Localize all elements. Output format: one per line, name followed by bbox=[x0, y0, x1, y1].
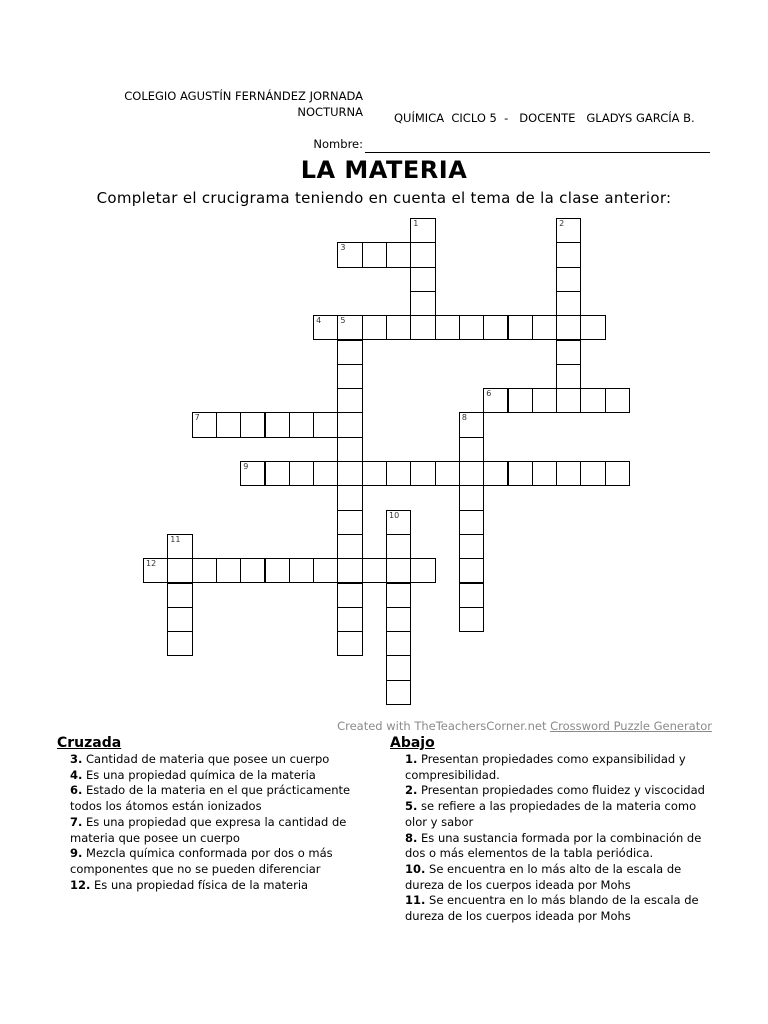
crossword-cell[interactable] bbox=[459, 534, 484, 559]
crossword-cell[interactable] bbox=[313, 315, 338, 340]
crossword-cell[interactable] bbox=[459, 412, 484, 437]
crossword-cell[interactable] bbox=[386, 558, 411, 583]
crossword-cell[interactable] bbox=[337, 315, 362, 340]
down-clue bbox=[405, 893, 715, 924]
down-heading: Abajo bbox=[390, 735, 435, 751]
crossword-cell[interactable] bbox=[508, 388, 533, 413]
crossword-cell[interactable] bbox=[483, 461, 508, 486]
crossword-cell[interactable] bbox=[459, 485, 484, 510]
clue-text: Presentan propiedades como fluidez y viscocidad bbox=[417, 783, 705, 798]
crossword-cell[interactable] bbox=[532, 388, 557, 413]
crossword-cell[interactable] bbox=[337, 340, 362, 365]
cell-number: 11 bbox=[170, 534, 181, 544]
crossword-cell[interactable] bbox=[289, 412, 314, 437]
crossword-cell[interactable] bbox=[556, 291, 581, 316]
down-clue bbox=[405, 752, 715, 783]
clue-text: Se encuentra en lo más alto de la escala de dureza de los cuerpos ideada por Mohs bbox=[405, 861, 682, 892]
clue-number: 6. bbox=[70, 783, 83, 798]
clue-number: 12. bbox=[70, 877, 91, 892]
crossword-cell[interactable] bbox=[483, 388, 508, 413]
across-clue bbox=[70, 768, 367, 784]
cell-number: 12 bbox=[146, 559, 157, 569]
clue-text: Es una propiedad química de la materia bbox=[82, 767, 316, 782]
crossword-cell[interactable] bbox=[240, 412, 265, 437]
clue-number: 5. bbox=[405, 799, 418, 814]
crossword-cell[interactable] bbox=[435, 461, 460, 486]
crossword-cell[interactable] bbox=[337, 412, 362, 437]
crossword-cell[interactable] bbox=[167, 558, 192, 583]
crossword-cell[interactable] bbox=[556, 242, 581, 267]
name-label: Nombre: bbox=[313, 137, 363, 151]
crossword-cell[interactable] bbox=[337, 437, 362, 462]
crossword-cell[interactable] bbox=[459, 437, 484, 462]
crossword-cell[interactable] bbox=[556, 340, 581, 365]
school-name-line1: COLEGIO AGUSTÍN FERNÁNDEZ JORNADA bbox=[124, 89, 363, 103]
across-clues bbox=[57, 735, 367, 893]
down-clue bbox=[405, 799, 715, 830]
crossword-cell[interactable] bbox=[337, 607, 362, 632]
clue-number: 9. bbox=[70, 846, 83, 861]
crossword-cell[interactable] bbox=[386, 461, 411, 486]
crossword-cell[interactable] bbox=[362, 558, 387, 583]
clue-text: Cantidad de materia que posee un cuerpo bbox=[82, 752, 330, 766]
crossword-cell[interactable] bbox=[386, 534, 411, 559]
credit-prefix: Created with TheTeachersCorner.net bbox=[337, 719, 551, 733]
cell-number: 7 bbox=[194, 413, 200, 423]
crossword-cell[interactable] bbox=[289, 558, 314, 583]
clue-text: Mezcla química conformada por dos o más componentes que no se pueden diferenciar bbox=[70, 846, 333, 876]
cell-number: 3 bbox=[340, 243, 346, 253]
crossword-cell[interactable] bbox=[313, 461, 338, 486]
crossword-cell[interactable] bbox=[216, 558, 241, 583]
crossword-cell[interactable] bbox=[580, 461, 605, 486]
clue-text: Presentan propiedades como expansibilidad y compresibilidad. bbox=[405, 752, 686, 782]
crossword-cell[interactable] bbox=[459, 607, 484, 632]
cell-number: 2 bbox=[559, 219, 565, 228]
clue-number: 1. bbox=[405, 752, 418, 766]
crossword-cell[interactable] bbox=[508, 315, 533, 340]
crossword-cell[interactable] bbox=[410, 461, 435, 486]
clue-number: 10. bbox=[405, 861, 426, 876]
crossword-cell[interactable] bbox=[337, 485, 362, 510]
crossword-cell[interactable] bbox=[459, 461, 484, 486]
crossword-cell[interactable] bbox=[313, 558, 338, 583]
crossword-cell[interactable] bbox=[508, 461, 533, 486]
crossword-cell[interactable] bbox=[337, 242, 362, 267]
down-clue bbox=[405, 783, 715, 799]
across-clue bbox=[70, 846, 367, 877]
clue-text: Es una propiedad física de la materia bbox=[90, 877, 309, 892]
crossword-cell[interactable] bbox=[313, 412, 338, 437]
crossword-cell[interactable] bbox=[167, 534, 192, 559]
crossword-cell[interactable] bbox=[580, 388, 605, 413]
down-clue bbox=[405, 862, 715, 893]
down-clues bbox=[390, 735, 715, 925]
crossword-cell[interactable] bbox=[337, 388, 362, 413]
clue-number: 3. bbox=[70, 752, 83, 766]
crossword-cell[interactable] bbox=[605, 388, 630, 413]
clue-text: Es una propiedad que expresa la cantidad de materia que posee un cuerpo bbox=[70, 814, 347, 845]
crossword-cell[interactable] bbox=[556, 388, 581, 413]
across-clue-list bbox=[57, 752, 367, 893]
crossword-cell[interactable] bbox=[362, 461, 387, 486]
clue-text: Estado de la materia en el que prácticamente todos los átomos están ionizados bbox=[70, 783, 351, 814]
crossword-cell[interactable] bbox=[410, 315, 435, 340]
crossword-cell[interactable] bbox=[386, 583, 411, 608]
across-clue bbox=[70, 878, 367, 894]
crossword-cell[interactable] bbox=[556, 461, 581, 486]
crossword-cell[interactable] bbox=[167, 631, 192, 656]
across-clue bbox=[70, 752, 367, 768]
crossword-cell[interactable] bbox=[216, 412, 241, 437]
crossword-cell[interactable] bbox=[532, 315, 557, 340]
crossword-cell[interactable] bbox=[532, 461, 557, 486]
crossword-cell[interactable] bbox=[386, 680, 411, 705]
crossword-cell[interactable] bbox=[435, 315, 460, 340]
crossword-cell[interactable] bbox=[337, 631, 362, 656]
clue-number: 4. bbox=[70, 767, 83, 782]
crossword-cell[interactable] bbox=[605, 461, 630, 486]
crossword-cell[interactable] bbox=[337, 583, 362, 608]
crossword-cell[interactable] bbox=[459, 558, 484, 583]
crossword-cell[interactable] bbox=[386, 242, 411, 267]
crossword-cell[interactable] bbox=[192, 412, 217, 437]
clue-text: Se encuentra en lo más blando de la escala de dureza de los cuerpos ideada por Mohs bbox=[405, 893, 699, 924]
crossword-cell[interactable] bbox=[337, 510, 362, 535]
crossword-cell[interactable] bbox=[143, 558, 168, 583]
clue-number: 2. bbox=[405, 783, 418, 798]
crossword-cell[interactable] bbox=[192, 558, 217, 583]
crossword-cell[interactable] bbox=[459, 315, 484, 340]
cell-number: 1 bbox=[413, 219, 419, 228]
cell-number: 9 bbox=[243, 462, 249, 471]
clue-number: 11. bbox=[405, 893, 426, 908]
crossword-cell[interactable] bbox=[337, 558, 362, 583]
crossword-cell[interactable] bbox=[410, 218, 435, 243]
subject-teacher: QUÍMICA CICLO 5 - DOCENTE GLADYS GARCÍA B. bbox=[394, 111, 695, 125]
clue-text: se refiere a las propiedades de la materia como olor y sabor bbox=[405, 799, 697, 829]
cell-number: 10 bbox=[389, 510, 400, 520]
crossword-cell[interactable] bbox=[386, 315, 411, 340]
crossword-cell[interactable] bbox=[240, 461, 265, 486]
cell-number: 6 bbox=[486, 389, 492, 399]
crossword-cell[interactable] bbox=[483, 315, 508, 340]
down-clue bbox=[405, 831, 715, 862]
crossword-cell[interactable] bbox=[410, 242, 435, 267]
crossword-cell[interactable] bbox=[289, 461, 314, 486]
across-clue bbox=[70, 783, 367, 814]
crossword-cell[interactable] bbox=[362, 242, 387, 267]
crossword-cell[interactable] bbox=[459, 510, 484, 535]
crossword-cell[interactable] bbox=[386, 631, 411, 656]
credit-link[interactable]: Crossword Puzzle Generator bbox=[550, 719, 712, 733]
crossword-cell[interactable] bbox=[410, 291, 435, 316]
crossword-cell[interactable] bbox=[580, 315, 605, 340]
crossword-cell[interactable] bbox=[556, 364, 581, 389]
crossword-cell[interactable] bbox=[410, 267, 435, 292]
crossword-cell[interactable] bbox=[386, 607, 411, 632]
crossword-cell[interactable] bbox=[386, 510, 411, 535]
crossword-cell[interactable] bbox=[362, 315, 387, 340]
crossword-cell[interactable] bbox=[337, 534, 362, 559]
crossword-cell[interactable] bbox=[337, 364, 362, 389]
clue-text: Es una sustancia formada por la combinación de dos o más elementos de la tabla periódica. bbox=[405, 830, 702, 861]
crossword-cell[interactable] bbox=[265, 412, 290, 437]
crossword-cell[interactable] bbox=[265, 558, 290, 583]
down-clue-list bbox=[390, 752, 715, 925]
credit-line bbox=[330, 719, 712, 733]
crossword-cell[interactable] bbox=[556, 267, 581, 292]
crossword-cell[interactable] bbox=[265, 461, 290, 486]
instructions: Completar el crucigrama teniendo en cuenta el tema de la clase anterior: bbox=[96, 189, 672, 207]
across-clue bbox=[70, 815, 367, 846]
across-heading: Cruzada bbox=[57, 735, 122, 751]
cell-number: 4 bbox=[316, 316, 322, 326]
cell-number: 8 bbox=[461, 413, 467, 423]
page-title: LA MATERIA bbox=[300, 156, 468, 184]
crossword-cell[interactable] bbox=[410, 558, 435, 583]
clue-number: 8. bbox=[405, 830, 418, 845]
crossword-cell[interactable] bbox=[556, 315, 581, 340]
crossword-cell[interactable] bbox=[240, 558, 265, 583]
crossword-cell[interactable] bbox=[386, 655, 411, 680]
clue-number: 7. bbox=[70, 814, 83, 829]
crossword-cell[interactable] bbox=[167, 583, 192, 608]
cell-number: 5 bbox=[340, 316, 346, 326]
crossword-cell[interactable] bbox=[556, 218, 581, 243]
crossword-cell[interactable] bbox=[459, 583, 484, 608]
crossword-cell[interactable] bbox=[337, 461, 362, 486]
crossword-cell[interactable] bbox=[167, 607, 192, 632]
school-name-line2: NOCTURNA bbox=[297, 105, 363, 119]
